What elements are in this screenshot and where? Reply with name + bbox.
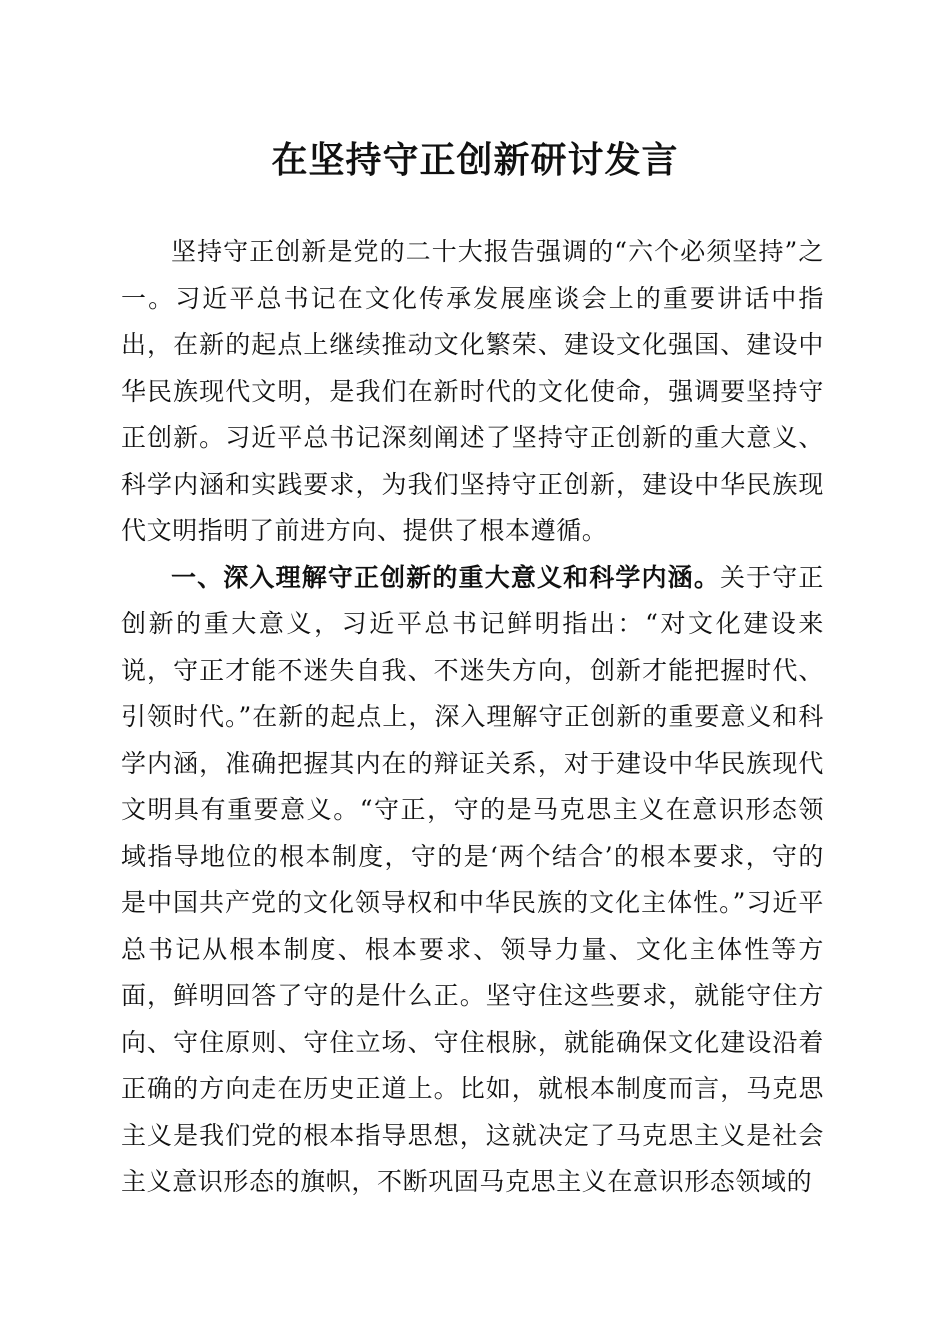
paragraph-intro-text: 坚持守正创新是党的二十大报告强调的“六个必须坚持”之一。习近平总书记在文化传承发展座谈会上的重要讲话中指出，在新的起点上继续推动文化繁荣、建设文化强国、建设中华民族现代文明，是我们在新时代的文化使命，强调要坚持守正创新。习近平总书记深刻阐述了坚持守正创新的重大意义、科学内涵和实践要求，为我们坚持守正创新，建设中华民族现代文明指明了前进方向、提供了根本遵循。 xyxy=(121,237,824,545)
paragraph-section-one xyxy=(121,555,824,1206)
section-one-text: 关于守正创新的重大意义，习近平总书记鲜明指出：“对文化建设来说，守正才能不迷失自我、不迷失方向，创新才能把握时代、引领时代。”在新的起点上，深入理解守正创新的重要意义和科学内涵，准确把握其内在的辩证关系，对于建设中华民族现代文明具有重要意义。“守正，守的是马克思主义在意识形态领域指导地位的根本制度，守的是‘两个结合’的根本要求，守的是中国共产党的文化领导权和中华民族的文化主体性。”习近平总书记从根本制度、根本要求、领导力量、文化主体性等方面，鲜明回答了守的是什么正。坚守住这些要求，就能守住方向、守住原则、守住立场、守住根脉，就能确保文化建设沿着正确的方向走在历史正道上。比如，就根本制度而言，马克思主义是我们党的根本指导思想，这就决定了马克思主义是社会主义意识形态的旗帜，不断巩固马克思主义在意识形态领域的 xyxy=(121,562,824,1196)
paragraph-intro xyxy=(121,229,824,555)
document-title: 在坚持守正创新研讨发言 xyxy=(271,139,679,181)
document-body xyxy=(121,229,824,1206)
section-one-heading: 一、深入理解守正创新的重大意义和科学内涵。 xyxy=(171,562,720,592)
